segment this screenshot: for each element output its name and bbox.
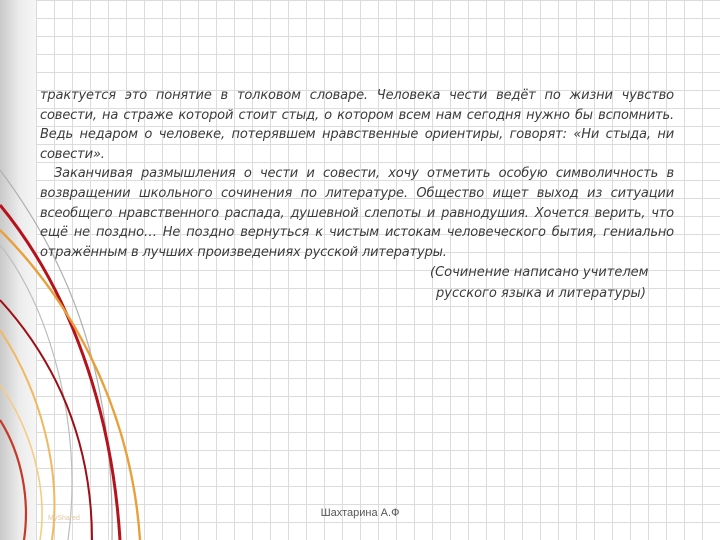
- footer-author: Шахтарина А.Ф: [320, 507, 400, 519]
- body-paragraph-1: трактуется это понятие в толковом словаре. Человека чести ведёт по жизни чувство совести, на страже которой стоит стыд, о котором всем нам сегодня нужно бы вспомнить. Ведь недаром о человеке, потерявшем нравственные ориентиры, говорят: «Ни стыда, ни совести».: [40, 88, 674, 162]
- attribution-note: [400, 262, 700, 304]
- watermark-text: MyShared: [48, 515, 80, 522]
- body-paragraph-2: Заканчивая размышления о чести и совести, хочу отметить особую символичность в возвращении школьного сочинения по литературе. Общество ищет выход из ситуации всеобщего нравственного распада, душевной слепоты и равнодушия. Хочется верить, что ещё не поздно… Не поздно вернуться к чистым истокам человеческого бытия, гениально отражённым в лучших произведениях русской литературы.: [40, 166, 674, 260]
- attribution-line-2: русского языка и литературы): [436, 286, 646, 301]
- curve-red-3: [0, 420, 26, 540]
- slide-body-text: [40, 86, 674, 262]
- curve-red-2: [0, 300, 92, 540]
- attribution-line-1: (Сочинение написано учителем: [430, 265, 649, 280]
- decorative-curves: [0, 0, 160, 540]
